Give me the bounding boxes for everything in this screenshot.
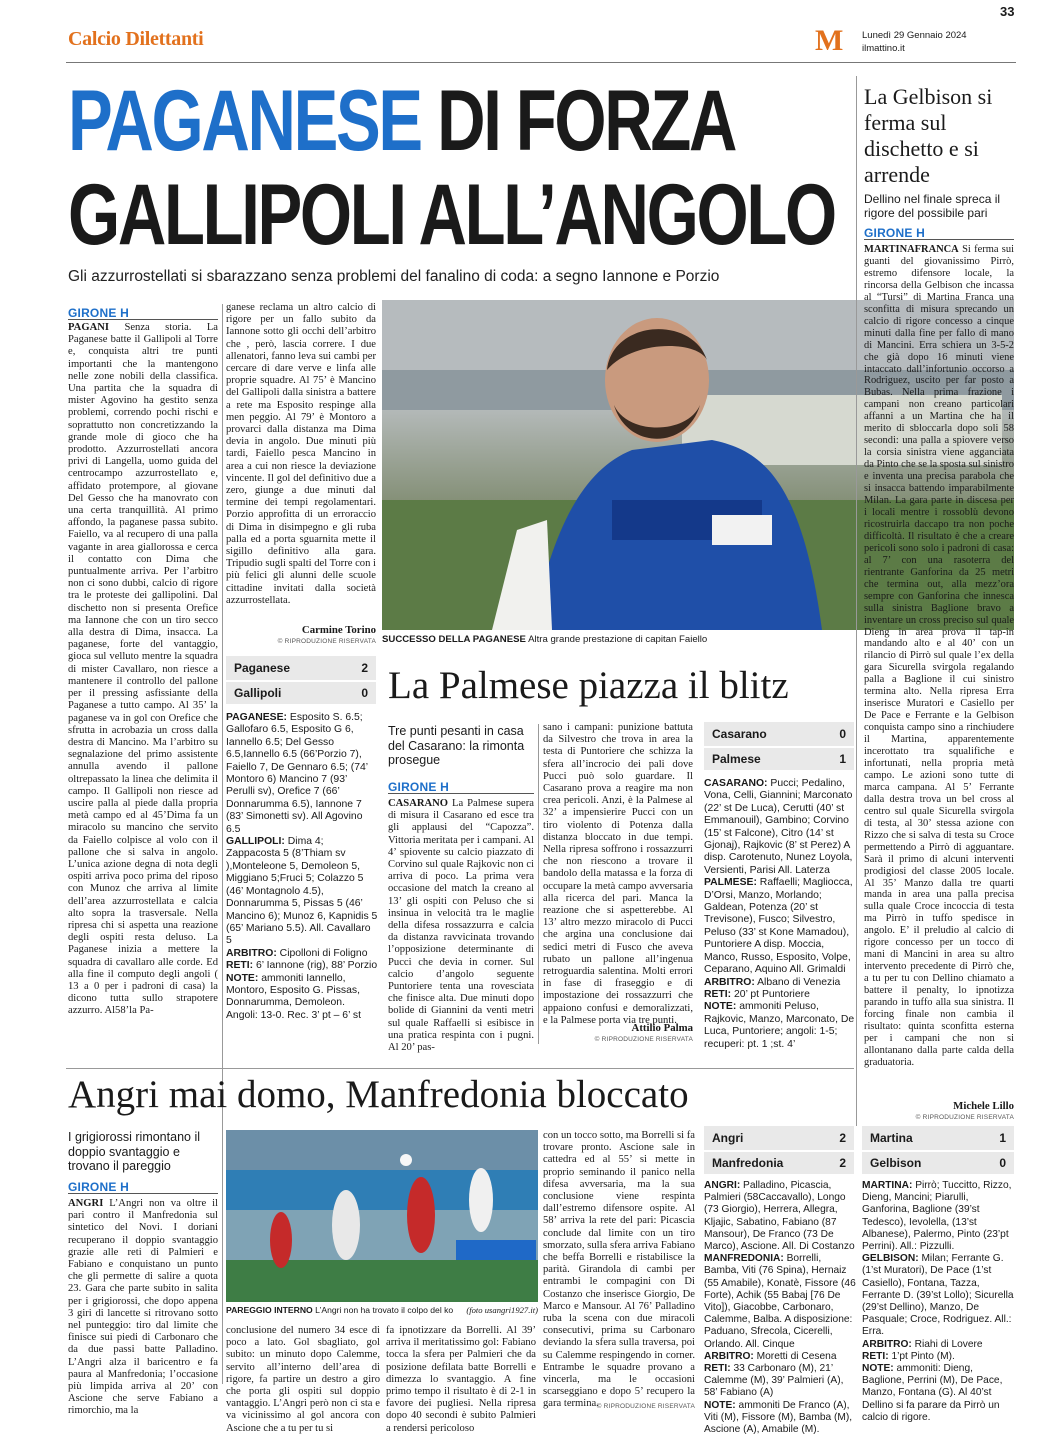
tabellino-line [226, 960, 378, 972]
dateline: ANGRI [68, 1198, 104, 1209]
palmese-headline: La Palmese piazza il blitz [388, 664, 789, 707]
tabellino-label: RETI: [704, 988, 732, 1000]
tabellino-text: Raffaelli; Magliocca, D’Orsi, Manzo, Morlando; Galdean, Potenza (20’ st Trevisone), Fusco; Silvestro, Peluso (33’ st Kone Mamadou), Puntoriere A disp. Moccia, Manco, Russo, Esposito, Volpe, Ceparano, Aquino All. Grimaldi [704, 877, 853, 976]
tabellino-label: ANGRI: [704, 1180, 741, 1191]
tabellino-label: NOTE: [704, 1399, 736, 1411]
tabellino-line [704, 877, 856, 976]
tabellino-line [704, 1001, 856, 1051]
team-name: Gelbison [870, 1156, 922, 1170]
tabellino-text: Albano di Venezia [754, 976, 841, 988]
score-row [226, 680, 376, 704]
score-box-casarano [704, 722, 854, 770]
team-goals: 2 [839, 1131, 846, 1145]
paragraph: L’Angri non va oltre il pari contro il Manfredonia sul sintetico del Novi. I doriani recuperano il doppio svantaggio grazie alle reti di Palmieri e Fabiano e conquistano un punto che gli permette di salire a quota 23. Gara che parte subito in salita per i grigiorossi, che dopo appena 3 giri di lancette si ritrovano sotto nel punteggio: tiro dal limite che finisce sui piedi di Carbonaro che da due passi batte Palladino. L’Angri alza il baricentro e fa paura al Manfredonia; l’occasione più limpida arriva al 20’ con Ascione che serve Fabiano a rimorchio, ma la [68, 1198, 218, 1417]
tabellino-label: PALMESE: [704, 877, 757, 889]
angri-article-col2 [226, 1325, 380, 1435]
girone-label: GIRONE H [68, 306, 129, 320]
tabellino-label: NOTE: [226, 972, 259, 984]
main-article-col1 [68, 322, 218, 1018]
palmese-article-col1 [388, 798, 534, 1054]
tabellino-line [704, 1400, 856, 1435]
score-row [704, 1126, 854, 1150]
match-photo-illustration [226, 1130, 538, 1302]
girone-tag-gelbison [864, 224, 1014, 240]
site-url: ilmattino.it [862, 43, 905, 54]
rights-notice: © RIPRODUZIONE RISERVATA [594, 1036, 693, 1043]
caption-text: L’Angri non ha trovato il colpo del ko [312, 1305, 454, 1315]
tabellino-text: Pirrò; Tuccitto, Rizzo, Dieng, Mancini; Piarulli, Ganforina, Baglione (39’st Tedesco), Ievolella, (13’st Albanese), Palermo, Pinto (23’pt Perrini). All.: Pizzulli. [862, 1180, 1012, 1253]
angri-headline: Angri mai domo, Manfredonia bloccato [68, 1073, 689, 1116]
tabellino-line [226, 973, 378, 1023]
dateline: PAGANI [68, 322, 109, 333]
score-row [862, 1150, 1014, 1174]
tabellino-text: Moretti di Cesena [753, 1350, 837, 1362]
tabellino-paganese [226, 712, 378, 1022]
tabellino-text: 6’ Iannone (rig), 88’ Porzio [253, 960, 378, 972]
photo-caption-angri [226, 1305, 538, 1316]
paragraph: La Palmese supera di misura il Casarano ed esce tra gli applausi del “Capozza”. Vittoria meritata per i campani. Al 4’ spiovente su calcio piazzato di Corvino sul quale Rajkovic non ci arriva di poco. La prima vera occasione del match la creano al 13’ gli ospiti con Peluso che si insinua in velocità tra le maglie della difesa rossazzurra e calcia da distanza ravvicinata trovando l’opposizione determinante di Pucci che devia in corner. Sul calcio d’angolo seguente Puntoriere tenta una rovesciata che finisce alta. Due minuti dopo bolide di Giannini da venti metri sul quale Raffaelli si esibisce in una pratica respinta con i pugni. Al 20’ pas- [388, 798, 534, 1054]
caption-text: Altra grande prestazione di capitan Faiello [525, 634, 708, 645]
headline-line-2: GALLIPOLI ALL’ANGOLO [68, 167, 835, 263]
paragraph: ganese reclama un altro calcio di rigore per un fallo subito da Iannone sotto gli occhi dell’arbitro che , però, lascia correre. I due allenatori, fanno leva sui cambi per cercare di dare verve e linfa alle proprie squadre. Al 75’ è Mancino del Gallipoli dalla sinistra a battere a rete ma Esposito respinge alla men peggio. Al 79’ è Montoro a provarci dalla distanza ma Dima devia in angolo. Due minuti più tardi, Faiello pesca Mancino in area a cui non riesce la deviazione vincente. Il gol del definitivo due a zero, giunge a due minuti dal termine dei tempi regolamentari. Porzio approfitta di un erroraccio di Dima in disimpegno e gli ruba palla ed a porta sguarnita mette il sigillo definitivo alla gara. Tripudio sugli spalti del Torre con i più felici gli alunni delle scuole cittadine invitati dalla società azzurrostellata. [226, 302, 376, 606]
tabellino-text: Milan; Ferrante G. (1’st Muratori), De Pace (1’st Casiello), Fontana, Tazza, Ferrante D. (39’st Lollo); Sicurella (29’st Dellino), Manzo, De Pasquale; Croce, Rodriguez. All.: Erra. [862, 1253, 1014, 1338]
paragraph: conclusione del numero 34 esce di poco a lato. Gol sbagliato, gol subito: un minuto dopo Calemme, servito all’interno dell’area di rigore, fa partire un destro a giro che porta gli ospiti sul doppio vantaggio. L’Angri però non ci sta e va vicinissimo al gol ancora con Ascione che a tu per tu si [226, 1325, 380, 1434]
author-byline: Michele Lillo [953, 1100, 1014, 1112]
girone-label: GIRONE H [68, 1180, 129, 1194]
paragraph: fa ipnotizzare da Borrelli. Al 39’ arriva il meritatissimo gol: Fabiano tocca la sfera per Palmieri che da posizione defilata batte Borrelli e dimezza lo svantaggio. A fine primo tempo il risultato è di 2-1 in favore dei pugliesi. Nella ripresa dopo 40 secondi è subito Palmieri a rendersi pericoloso [386, 1325, 536, 1434]
score-row [862, 1126, 1014, 1150]
team-goals: 1 [839, 752, 846, 766]
score-row [704, 1150, 854, 1174]
headline-line-1 [68, 73, 736, 169]
main-subtitle: Gli azzurrostellati si sbarazzano senza problemi del fanalino di coda: a segno Iannone e Porzio [68, 268, 720, 285]
photo-credit: (foto usangri1927.it) [466, 1305, 538, 1315]
score-row [704, 722, 854, 746]
author-byline: Attilio Palma [631, 1022, 693, 1034]
team-goals: 2 [839, 1156, 846, 1170]
tabellino-angri [704, 1180, 856, 1435]
team-goals: 0 [361, 686, 368, 700]
tabellino-label: GELBISON: [862, 1253, 919, 1265]
tabellino-text: Cipolloni di Foligno [276, 947, 368, 959]
rights-notice: © RIPRODUZIONE RISERVATA [596, 1403, 695, 1410]
team-name: Paganese [234, 661, 291, 675]
column-divider [856, 76, 857, 1126]
girone-tag-angri [68, 1178, 218, 1194]
match-photo [226, 1130, 538, 1302]
column-divider [222, 304, 223, 1384]
tabellino-text: ammoniti Peluso, Rajkovic, Manzo, Marconato, De Luca, Puntoriere; angoli: 1-5; recuperi: pt. 1 ;st. 4’ [704, 1001, 855, 1050]
girone-label: GIRONE H [388, 780, 449, 794]
angri-article-col1 [68, 1198, 218, 1418]
girone-tag-main [68, 304, 218, 320]
tabellino-text: 1’pt Pinto (M). [888, 1350, 955, 1362]
team-name: Manfredonia [712, 1156, 784, 1170]
tabellino-text: Dima 4; Zappacosta 5 (8’Thiam sv ),Monteleone 5, Demoleon 5, Miggiano 5;Fruci 5; Colazzo 5 (46’ Montagnolo 4.5), Donnarumma 5, Pissas 5 (46’ Mancino 6); Munoz 6, Kapnidis 5 (65’ Mariano 5.5). All. Cavallaro 5 [226, 836, 378, 947]
rights-notice: © RIPRODUZIONE RISERVATA [915, 1114, 1014, 1121]
column-divider [538, 724, 539, 1044]
score-row [226, 656, 376, 680]
dateline: CASARANO [388, 798, 449, 809]
angri-subtitle: I grigiorossi rimontano il doppio svantaggio e trovano il pareggio [68, 1130, 200, 1173]
team-goals: 0 [839, 727, 846, 741]
rights-notice: © RIPRODUZIONE RISERVATA [277, 638, 376, 645]
tabellino-label: MARTINA: [862, 1180, 913, 1191]
score-box-paganese [226, 656, 376, 704]
headline-black: DI FORZA [437, 73, 736, 169]
tabellino-line [704, 989, 856, 1001]
tabellino-line [704, 977, 856, 989]
score-box-martina [862, 1126, 1014, 1174]
tabellino-text: 20’ pt Puntoriere [731, 988, 810, 1000]
team-name: Angri [712, 1131, 744, 1145]
gelbison-article [864, 244, 1014, 1069]
tabellino-line [862, 1180, 1014, 1253]
tabellino-label: RETI: [704, 1363, 731, 1375]
tabellino-text: ammoniti: Dieng, Baglione, Perrini (M), De Pace, Manzo, Fontana (G). Al 40’st Dellino si fa parare da Pirrò un calcio di rigore. [862, 1363, 1003, 1423]
tabellino-line [704, 1351, 856, 1363]
tabellino-label: RETI: [226, 960, 254, 972]
tabellino-label: GALLIPOLI: [226, 836, 285, 848]
paragraph: con un tocco sotto, ma Borrelli si fa trovare pronto. Ascione sale in cattedra ed al 55’ si mette in proprio seminando il panico nella difesa avversaria, ma la sua conclusione viene respinta dall’estremo difensore ospite. Al 58’ arriva la rete del pari: Picascia conclude dal limite con un tiro smorzato, sulla sfera arriva Fabiano che beffa Borrelli e ristabilisce la parità. Girandola di cambi per entrambi le compagini con Di Costanzo che inserisce Giorgio, De Marco e Mansour. Al 76’ Palladino ruba la scena con due miracoli consecutivi, prima su Carbonaro deviando la sfera sulla traversa, poi su Calemme respingendo in corner. Entrambe le squadre provano a vincerla, ma le occasioni scarseggiano e dopo 5’ recupero la gara termina. [543, 1130, 695, 1410]
tabellino-line [226, 712, 378, 836]
tabellino-label: ARBITRO: [704, 1350, 754, 1362]
headline-blue: PAGANESE [68, 73, 421, 169]
tabellino-casarano [704, 778, 856, 1051]
palmese-article-col2 [543, 722, 693, 1027]
girone-label: GIRONE H [864, 226, 925, 240]
team-name: Palmese [712, 752, 761, 766]
tabellino-line [862, 1339, 1014, 1351]
tabellino-label: PAGANESE: [226, 712, 288, 723]
issue-date: Lunedì 29 Gennaio 2024 [862, 30, 967, 41]
section-title: Calcio Dilettanti [68, 28, 204, 50]
tabellino-line [704, 1180, 856, 1253]
paragraph: Senza storia. La Paganese batte il Gallipoli al Torre e, conquista altri tre punti importanti che la mantengono nelle zone nobili della classifica. Una partita che la squadra di mister Agovino ha gestito senza problemi, correndo pochi rischi e soprattutto non concretizzando la grande mole di gioco che ha prodotto. Azzurrostellati ancora privi di Langella, uomo guida del centrocampo azzurrostellato e, affidato protempore, al giovane Del Gesso che ha manovrato con una certa tranquillità. Al primo affondo, la paganese passa subito. Faiello, va al recupero di una palla vagante in area giallorossa e cerca il contatto con Dima che puntualmente arriva. Per l’arbitro non ci sono dubbi, calcio di rigore tra le proteste dei gallipolini. Dal dischetto non si presenta Orefice ma Iannone che con un tiro secco alla destra di Dima, insacca. La paganese, forte del vantaggio, gioca sul velluto mentre la squadra di mister Cavallaro, non riesce a mantenere il controllo del pallone per il pressing asfissiante della Paganese a tutto campo. Al 35’ la paganese va in gol con Orefice che sfrutta in acrobazia un cross dalla destra di Mancino. Ma l’arbitro su segnalazione del primo assistente annulla avendo il pallone oltrepassato la linea che delimita il campo. Il Gallipoli non riesce ad uscire palla al piede dalla propria metà campo ed al 45’Dima fa un miracolo su mancino che servito da Faiello colpisce al volo con il pallone che si salva in angolo. L’unica azione degna di nota degli ospiti arriva poco prima del riposo con Munoz che arriva al limite dell’area azzurrostellata e calcia alto sopra la trasversale. Nella ripresa chi si aspetta una reazione degli ospiti resta deluso. La Paganese inizia a mettere la squadra di cavallaro alle corde. Ed alla fine il computo degli angoli ( 13 a 0 per i padroni di casa) la dicono tutta sullo strapotere azzurro. Al58’la Pa- [68, 322, 218, 1017]
tabellino-label: ARBITRO: [226, 947, 277, 959]
paragraph: Si ferma sui guanti del giovanissimo Pirrò, estremo difensore locale, la rincorsa della Gelbison che incassa al “Tursi” di Martina Franca una sconfitta di misura sprecando un calcio di rigore concesso a cinque minuti dalla fine per fallo di mano di Mancini. Erra schiera un 3-5-2 che già dopo 16 minuti viene intaccato dall’infortunio occorso a Rodriguez, uscito per far posto a Bubas. Nella prima frazione i campani non creano particolari affanni a un Martina che ha il merito di sbloccarla dopo soli 58 secondi: una palla a spiovere verso la corsia sinistra viene agganciata da Pinto che se la sposta sul sinistro e inventa una precisa parabola che si insacca battendo imparabilmente Milan. La gara parte in discesa per i locali mentre i rossoblù devono ricostruirla daccapo tra non poche difficoltà. Il risultato è che a creare pericoli sono solo i padroni di casa: al 7’ con una rasoterra del rientrante Ganforina da 25 metri che termina out, alla mezz’ora sempre con Ganforina che innesca sulla sinistra Baglione bravo a inventare un cross preciso sul quale Dieng in area prova il tap-in mandando alto e al 40’ con un rilancio di Pirrò sul quale l’ex della gara Sicurella svirgola regalando palla a Baglione il cui sinistro termina alto. Nella ripresa Erra inserisce Muratori e Casiello per De Pace e Ferrante e la Gelbison conquista campo sino a rinchiudere il Martina, apparentemente incerottato tra squalifiche e infortunati, nella propria metà campo. Le azioni sono tutte di marca campana. Al 5’ Ferrante dalla destra trova un bel cross al centro sul quale Sicurella svirgola di testa, al 30’ stessa azione con Rizzo che si salva di testa su Croce permettendo a Pirrò di agguantare. Sarà il primo di alcuni interventi prodigiosi del classe 2005 locale. Al 35’ Manzo dalla tre quarti manda in area una palla precisa sulla quale Croce incoccia di testa ma Pirrò in tuffo spedisce in angolo. E’ il preludio al calcio di rigore concesso per un tocco di mani di Mancini in area su altro intervento precedente di Pirrò che, a tu per tu con Dellino chiamato a battere il penalty, lo ipnotizza parando in tuffo alla sua sinistra. Il forcing finale non cambia il risultato: quinta sconfitta esterna per i campani che non si allontanano dalla parte calda della graduatoria. [864, 244, 1014, 1068]
tabellino-text: Palladino, Picascia, Palmieri (58Caccavallo), Longo (73 Giorgio), Herrera, Allegra, Kljajic, Sabatino, Fabiano (87 Mansour), De Franco (73 De Marco), Ascione. All. Di Costanzo [704, 1180, 855, 1253]
tabellino-line [862, 1351, 1014, 1363]
girone-tag-palmese [388, 778, 534, 794]
tabellino-text: Borrelli, Bamba, Viti (76 Spina), Hernaiz (55 Amabile), Konatè, Fissore (46 Forte), Achik (55 Babaj [76 De Vito]), Giacobbe, Carbonaro, Calemme, Balba. A disposizione: Paduano, Sfrecola, Cicerelli, Orlando. All. Cinque [704, 1253, 856, 1350]
tabellino-label: ARBITRO: [862, 1338, 912, 1350]
gelbison-headline: La Gelbison si ferma sul dischetto e si arrende [864, 84, 993, 187]
tabellino-label: CASARANO: [704, 778, 768, 789]
main-article-col2 [226, 302, 376, 607]
tabellino-text: Pucci; Pedalino, Vona, Celli, Giannini; Marconato (22’ st De Luca), Cerutti (40’ st Emmanouil), Gambino; Corvino (15’ st Falcone), Citro (14’ st Gjonaj), Rajkovic (8’ st Perez) A disp. Carotenuto, Nunez Loyola, Versienti, Parisi All. Laterza [704, 778, 853, 876]
angri-article-col4 [543, 1130, 695, 1411]
paragraph: sano i campani: punizione battuta da Silvestro che trova in area la testa di Puntoriere che schizza la sfera all’incrocio dei pali dove Pucci può solo guardare. Il Casarano prova a reagire ma non crea pericoli. Anzi, è la Palmese al 32’ a impensierire Pucci con un tiro violento di Potenza dalla distanza bloccato in due tempi. Nella ripresa soffrono i rossazzurri che non riescono a trovare il bandolo della matassa e la forza di occupare la metà campo avversaria alla ricerca del pari. Manca la reazione che si aspetterebbe. Al 13’ altro mezzo miracolo di Pucci che argina una conclusione dai sedici metri di Fusco che aveva rubato un pallone all’ingenua retroguardia salentina. Molti errori in fase di fraseggio e di impostazione dei rossazzurri che appaiono confusi e demoralizzati, e la Palmese porta via tre punti. [543, 722, 693, 1026]
section-rule [66, 1068, 854, 1069]
header-rule [66, 62, 1016, 63]
team-name: Martina [870, 1131, 913, 1145]
tabellino-label: MANFREDONIA: [704, 1253, 784, 1265]
tabellino-line [226, 948, 378, 960]
team-name: Gallipoli [234, 686, 282, 700]
gelbison-subtitle: Dellino nel finale spreca il rigore del possibile pari [864, 192, 1001, 220]
caption-bold: SUCCESSO DELLA PAGANESE [382, 634, 526, 645]
tabellino-label: NOTE: [704, 1001, 737, 1013]
tabellino-text: ammoniti Iannello, Montoro, Esposito G. Pissas, Donnarumma, Demoleon. Angoli: 13-0. Rec. 3’ pt – 6’ st [226, 972, 361, 1021]
newspaper-logo: M [815, 24, 844, 57]
team-goals: 1 [999, 1131, 1006, 1145]
score-box-angri [704, 1126, 854, 1174]
page-number: 33 [1000, 4, 1015, 19]
tabellino-text: 33 Carbonaro (M), 21’ Calemme (M), 39’ Palmieri (A), 58’ Fabiano (A) [704, 1363, 844, 1399]
tabellino-label: NOTE: [862, 1363, 894, 1375]
tabellino-line [862, 1253, 1014, 1338]
tabellino-text: Riahi di Lovere [911, 1338, 983, 1350]
tabellino-label: RETI: [862, 1350, 889, 1362]
tabellino-line [704, 778, 856, 877]
tabellino-line [226, 836, 378, 948]
team-goals: 2 [361, 661, 368, 675]
team-name: Casarano [712, 727, 767, 741]
team-goals: 0 [999, 1156, 1006, 1170]
angri-article-col3 [386, 1325, 536, 1435]
tabellino-line [704, 1363, 856, 1400]
author-byline: Carmine Torino [301, 624, 376, 636]
palmese-subtitle: Tre punti pesanti in casa del Casarano: la rimonta prosegue [388, 724, 525, 767]
caption-bold: PAREGGIO INTERNO [226, 1305, 313, 1315]
tabellino-text: Esposito S. 6.5; Gallofaro 6.5, Esposito G 6, Iannello 6.5; Del Gesso 6.5,Iannello 6.5 (66’Porzio 7), Faiello 7, De Gennaro 6.5; (74’ Montoro 6) Mancino 7 (93’ Perulli sv), Orefice 7 (66’ Donnarumma 6.5), Iannone 7 (83’ Simonetti sv). All Agovino 6.5 [226, 712, 368, 835]
tabellino-line [862, 1363, 1014, 1424]
tabellino-text: ammoniti De Franco (A), Viti (M), Fissore (M), Bamba (M), Ascione (A), Amabile (M). [704, 1399, 853, 1435]
tabellino-martina [862, 1180, 1014, 1424]
dateline: MARTINAFRANCA [864, 244, 959, 255]
tabellino-line [704, 1253, 856, 1351]
score-row [704, 746, 854, 770]
tabellino-label: ARBITRO: [704, 976, 755, 988]
